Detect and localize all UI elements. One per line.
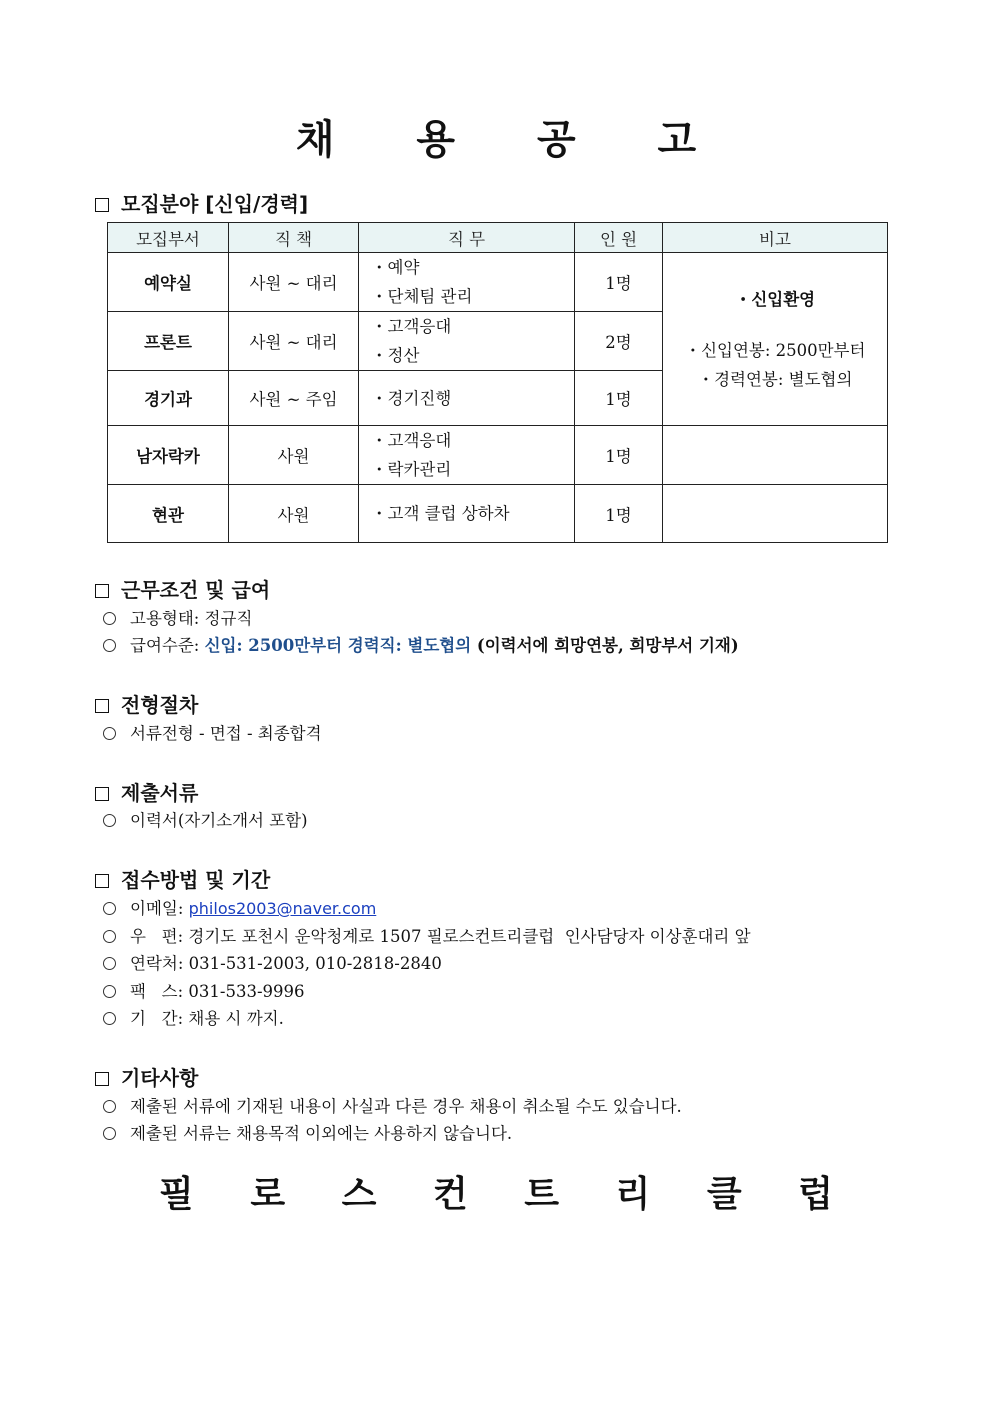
header-position: 직 책 (229, 223, 359, 253)
note-cell-empty (663, 485, 888, 543)
recruit-table (107, 222, 888, 543)
checkbox-square-icon (95, 198, 109, 212)
process-steps: 서류전형 - 면접 - 최종합격 (103, 720, 322, 744)
header-dept: 모집부서 (108, 223, 229, 253)
duty-line: ・고객응대 (371, 317, 452, 336)
position-cell: 사원 ~ 대리 (229, 253, 359, 312)
section-heading-work-conditions: 근무조건 및 급여 (95, 574, 270, 603)
duty-line: ・락카관리 (371, 460, 452, 479)
dept-cell: 남자락카 (108, 426, 229, 485)
circle-bullet-icon (103, 1100, 116, 1113)
note-cell (663, 253, 888, 426)
salary-level: 급여수준: 신입: 2500만부터 경력직: 별도협의 (이력서에 희망연봉, 희망부서 기재) (103, 632, 739, 656)
duty-cell (359, 312, 575, 371)
checkbox-square-icon (95, 787, 109, 801)
duty-line: ・경기진행 (371, 388, 452, 408)
table-row (108, 426, 888, 485)
dept-cell: 예약실 (108, 253, 229, 312)
employment-type: 고용형태: 정규직 (103, 605, 252, 629)
misc-note: 제출된 서류에 기재된 내용이 사실과 다른 경우 채용이 취소될 수도 있습니다. (103, 1093, 682, 1117)
circle-bullet-icon (103, 1127, 116, 1140)
count-cell: 1명 (575, 253, 663, 312)
circle-bullet-icon (103, 902, 116, 915)
position-cell: 사원 (229, 426, 359, 485)
circle-bullet-icon (103, 639, 116, 652)
header-duty: 직 무 (359, 223, 575, 253)
checkbox-square-icon (95, 699, 109, 713)
dept-cell: 현관 (108, 485, 229, 543)
circle-bullet-icon (103, 930, 116, 943)
duty-cell (359, 253, 575, 312)
circle-bullet-icon (103, 985, 116, 998)
duty-cell (359, 485, 575, 543)
checkbox-square-icon (95, 874, 109, 888)
header-note: 비고 (663, 223, 888, 253)
duty-cell (359, 371, 575, 426)
email-link[interactable]: philos2003@naver.com (188, 899, 377, 918)
note-welcome: ・신입환영 (734, 289, 816, 309)
table-header-row (108, 223, 888, 253)
page-title: 채 용 공 고 (295, 117, 731, 163)
salary-highlight: 신입: 2500만부터 경력직: 별도협의 (204, 636, 472, 655)
duty-line: ・정산 (371, 346, 420, 365)
section-heading-recruit-field: 모집분야 [신입/경력] (95, 188, 308, 217)
note-line: ・신입연봉: 2500만부터 (684, 340, 866, 360)
header-count: 인 원 (575, 223, 663, 253)
duty-line: ・고객응대 (371, 431, 452, 450)
section-heading-application: 접수방법 및 기간 (95, 864, 270, 893)
position-cell: 사원 ~ 대리 (229, 312, 359, 371)
application-phone: 연락처: 031-531-2003, 010-2818-2840 (103, 950, 442, 974)
checkbox-square-icon (95, 1072, 109, 1086)
application-period: 기 간: 채용 시 까지. (103, 1005, 284, 1029)
checkbox-square-icon (95, 584, 109, 598)
duty-line: ・고객 클럽 상하차 (371, 504, 510, 523)
misc-note: 제출된 서류는 채용목적 이외에는 사용하지 않습니다. (103, 1120, 512, 1144)
duty-cell (359, 426, 575, 485)
section-heading-documents: 제출서류 (95, 777, 198, 806)
section-heading-misc: 기타사항 (95, 1062, 198, 1091)
table-row (108, 485, 888, 543)
count-cell: 1명 (575, 371, 663, 426)
section-heading-process: 전형절차 (95, 689, 198, 718)
dept-cell: 프론트 (108, 312, 229, 371)
documents-item: 이력서(자기소개서 포함) (103, 807, 308, 831)
count-cell: 1명 (575, 485, 663, 543)
application-email: 이메일: philos2003@naver.com (103, 895, 376, 919)
note-cell-empty (663, 426, 888, 485)
circle-bullet-icon (103, 727, 116, 740)
application-fax: 팩 스: 031-533-9996 (103, 978, 305, 1002)
circle-bullet-icon (103, 1012, 116, 1025)
circle-bullet-icon (103, 814, 116, 827)
salary-note: (이력서에 희망연봉, 희망부서 기재) (471, 636, 739, 655)
circle-bullet-icon (103, 612, 116, 625)
application-mail: 우 편: 경기도 포천시 운악청계로 1507 필로스컨트리클럽 인사담당자 이상훈대리 앞 (103, 923, 751, 947)
circle-bullet-icon (103, 957, 116, 970)
note-line: ・경력연봉: 별도협의 (697, 369, 853, 389)
dept-cell: 경기과 (108, 371, 229, 426)
position-cell: 사원 ~ 주임 (229, 371, 359, 426)
position-cell: 사원 (229, 485, 359, 543)
duty-line: ・예약 (371, 258, 420, 277)
company-name: 필 로 스 컨 트 리 클 럽 (159, 1174, 855, 1215)
table-row (108, 253, 888, 312)
duty-line: ・단체팀 관리 (371, 287, 473, 306)
count-cell: 1명 (575, 426, 663, 485)
count-cell: 2명 (575, 312, 663, 371)
